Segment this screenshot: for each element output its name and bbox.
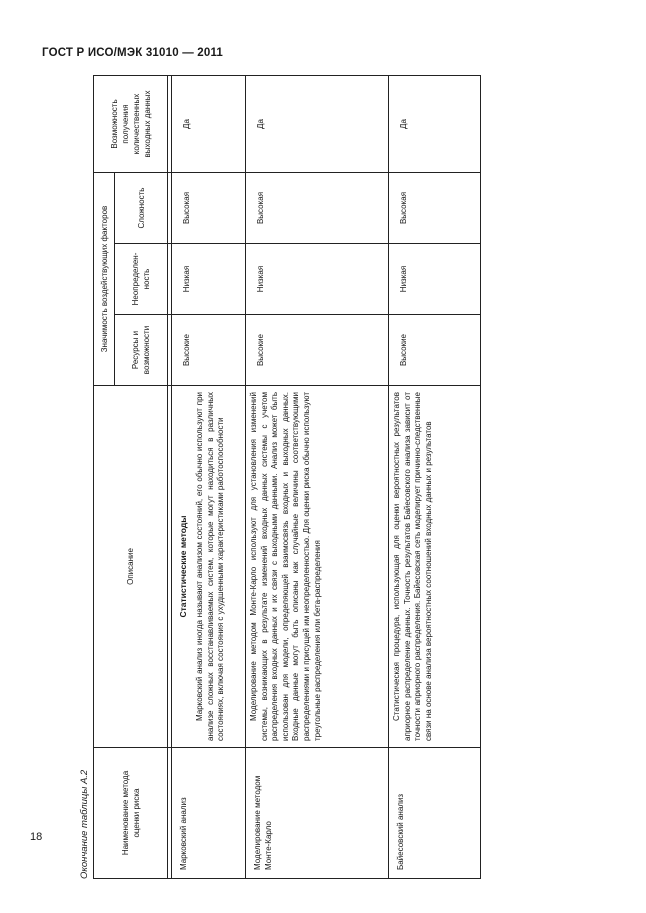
- row-complexity: Высокая: [182, 191, 191, 225]
- row-description: Моделирование методом Монте-Карло используют для установления изменений системы, возникающих в результате изменений входных данных системы с учетом распределения входных данных и их связи с выходными данными. Анализ может быть использован для модели, определяющей взаимосвязь входных и выходных данных. Входные данные могут быть описаны как случайные величины соответствующими распределениями и присущей им неопределенностью. Для оценки риска обычно используют треугольные распределения или бета-распределения: [249, 392, 322, 741]
- rotated-table-container: [76, 74, 484, 879]
- row-method-name: Марковский анализ: [179, 797, 188, 870]
- page-number: 18: [30, 831, 43, 843]
- row-resources: Высокие: [256, 333, 265, 367]
- row-uncertainty: Низкая: [182, 265, 191, 293]
- row-method-name: Байесовский анализ: [396, 793, 405, 870]
- header-quantitative: Возможность получения количественных выходных данных: [109, 90, 152, 158]
- row-line: [167, 76, 168, 878]
- row-quantitative: Да: [256, 119, 265, 129]
- row-resources: Высокие: [182, 333, 191, 367]
- row-description: Статистическая процедура, использующая для оценки вероятностных результатов априорное распределение данных. Точность результатов Байесовского анализа зависит от точности априорного распределения. Байесовская сеть моделирует причинно-следственные связи на основе анализа вероятностных соотношений входных данных и результатов: [392, 392, 433, 741]
- row-quantitative: Да: [182, 119, 191, 129]
- row-uncertainty: Низкая: [399, 265, 408, 293]
- table-caption: Окончание таблицы А.2: [79, 769, 90, 879]
- document-header: ГОСТ Р ИСО/МЭК 31010 — 2011: [42, 47, 224, 59]
- row-method-name: Моделирование методом Монте-Карло: [253, 775, 273, 870]
- row-quantitative: Да: [399, 119, 408, 129]
- header-method-name: Наименование метода оценки риска: [120, 770, 141, 856]
- header-resources: Ресурсы и возможности: [131, 325, 151, 375]
- header-significance-group: Значимость воздействующих факторов: [99, 205, 109, 353]
- row-complexity: Высокая: [256, 191, 265, 225]
- header-uncertainty: Неопределен-ность: [131, 252, 151, 306]
- assessment-methods-table: [93, 75, 481, 879]
- header-complexity: Сложность: [136, 187, 146, 229]
- row-uncertainty: Низкая: [256, 265, 265, 293]
- row-complexity: Высокая: [399, 191, 408, 225]
- header-description: Описание: [126, 548, 135, 585]
- row-resources: Высокие: [399, 333, 408, 367]
- section-title: Статистические методы: [178, 515, 188, 618]
- row-description: Марковский анализ иногда называют анализом состояний, его обычно используют при анализе сложных восстанавливаемых систем, которые могут находиться в различных состояниях, включая состояния с ухудшенными характеристиками работоспособности: [195, 392, 226, 741]
